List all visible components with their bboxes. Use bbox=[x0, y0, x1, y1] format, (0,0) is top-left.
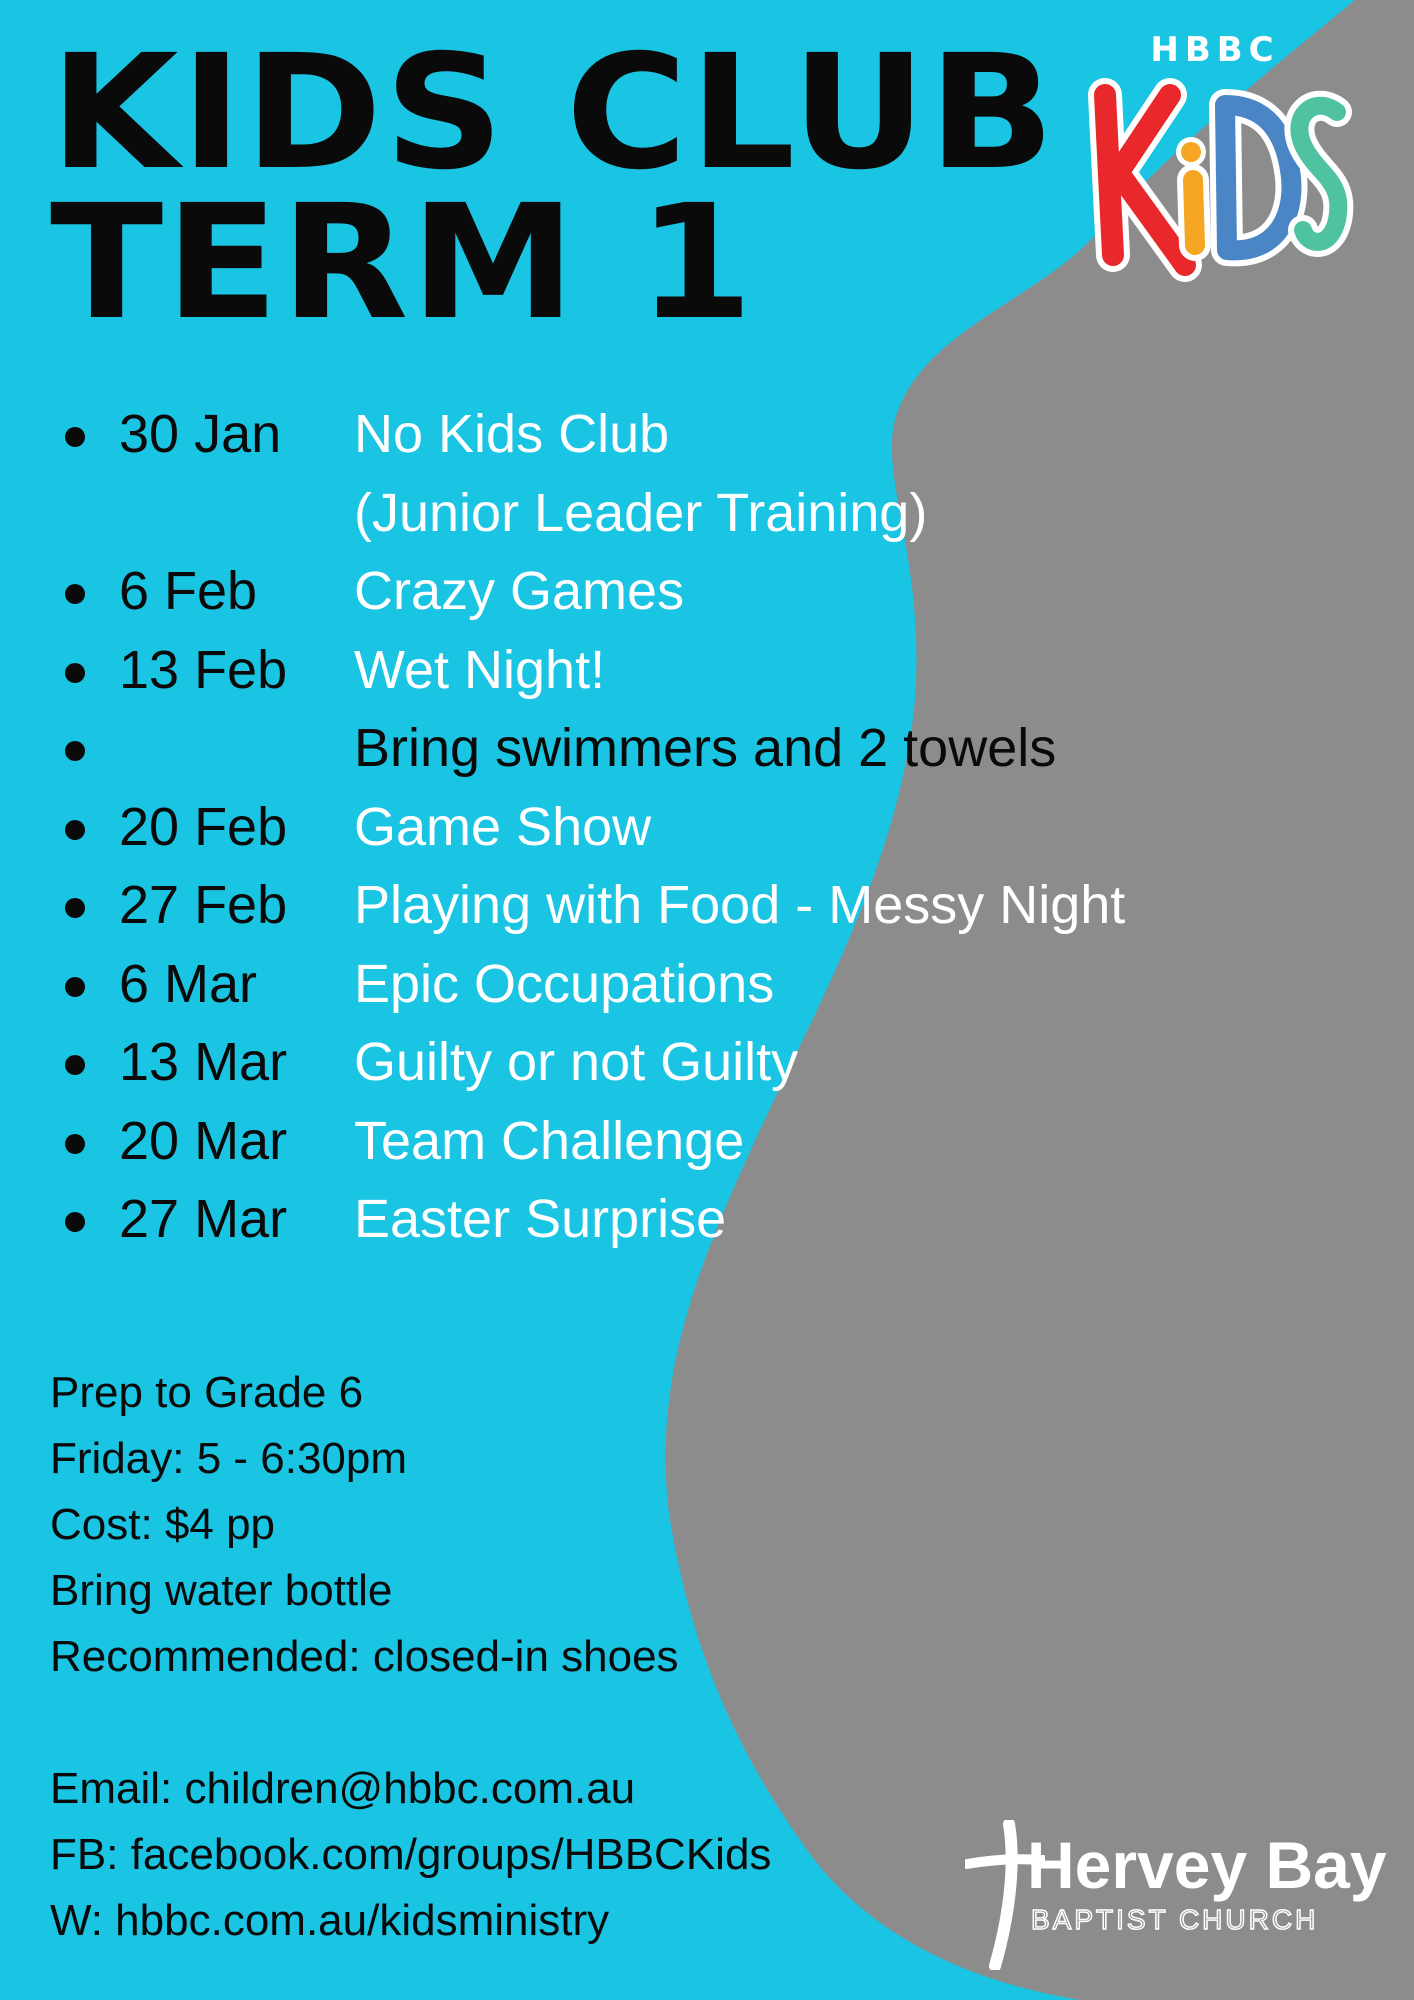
schedule-event: Wet Night! bbox=[354, 639, 606, 700]
schedule-item bbox=[55, 395, 1255, 474]
schedule-item bbox=[55, 788, 1255, 867]
church-name: Hervey Bay bbox=[1027, 1828, 1387, 1902]
facebook-text: FB: facebook.com/groups/HBBCKids bbox=[50, 1830, 772, 1879]
schedule-item bbox=[55, 552, 1255, 631]
cost-text: Cost: $4 pp bbox=[50, 1500, 276, 1549]
schedule-date: 27 Feb bbox=[119, 875, 288, 935]
kids-letters-icon bbox=[1075, 60, 1355, 310]
schedule-date: 20 Feb bbox=[119, 796, 288, 857]
schedule-item bbox=[55, 1023, 1255, 1102]
bullet-icon bbox=[65, 584, 85, 604]
schedule-date: 13 Feb bbox=[119, 639, 288, 700]
grades-text: Prep to Grade 6 bbox=[50, 1368, 364, 1417]
hbbc-kids-logo bbox=[1075, 30, 1355, 300]
schedule-date: 30 Jan bbox=[119, 404, 282, 464]
bullet-icon bbox=[65, 1212, 85, 1232]
schedule-event: Game Show bbox=[354, 796, 652, 857]
schedule-event: Epic Occupations bbox=[354, 953, 775, 1014]
schedule-date: 13 Mar bbox=[119, 1032, 288, 1092]
schedule-date: 6 Feb bbox=[119, 561, 258, 621]
church-subtitle: BAPTIST CHURCH bbox=[1031, 1904, 1319, 1935]
schedule-item bbox=[55, 709, 1255, 788]
schedule-date: 6 Mar bbox=[119, 953, 258, 1014]
schedule-date: 27 Mar bbox=[119, 1189, 288, 1249]
bullet-icon bbox=[65, 1055, 85, 1075]
schedule-item bbox=[55, 474, 1255, 553]
bullet-icon bbox=[65, 427, 85, 447]
schedule-event: Guilty or not Guilty bbox=[354, 1032, 799, 1092]
bullet-icon bbox=[65, 663, 85, 683]
spacer bbox=[50, 1690, 771, 1756]
website-text: W: hbbc.com.au/kidsministry bbox=[50, 1896, 610, 1945]
recommended-text: Recommended: closed-in shoes bbox=[50, 1632, 679, 1681]
bring-text: Bring water bottle bbox=[50, 1566, 393, 1615]
schedule-event: Playing with Food - Messy Night bbox=[354, 875, 1126, 935]
time-text: Friday: 5 - 6:30pm bbox=[50, 1434, 408, 1483]
schedule-item bbox=[55, 631, 1255, 710]
title-line-1: KIDS CLUB bbox=[50, 21, 1057, 205]
schedule-item bbox=[55, 1180, 1255, 1259]
schedule-event: No Kids Club bbox=[354, 404, 670, 464]
title-line-2: TERM 1 bbox=[50, 171, 756, 355]
church-logo bbox=[965, 1820, 1387, 1970]
bullet-icon bbox=[65, 977, 85, 997]
schedule-event: (Junior Leader Training) bbox=[354, 482, 928, 543]
bullet-icon bbox=[65, 898, 85, 918]
schedule-event: Bring swimmers and 2 towels bbox=[354, 718, 1057, 778]
bullet-icon bbox=[65, 1134, 85, 1154]
bullet-icon bbox=[65, 741, 85, 761]
schedule-event: Easter Surprise bbox=[354, 1189, 727, 1249]
schedule-event: Team Challenge bbox=[354, 1110, 745, 1171]
schedule-list bbox=[55, 395, 1255, 1259]
schedule-item bbox=[55, 945, 1255, 1024]
page-title bbox=[50, 21, 1057, 355]
info-block bbox=[50, 1360, 771, 1954]
bullet-icon bbox=[65, 820, 85, 840]
schedule-event: Crazy Games bbox=[354, 561, 685, 621]
schedule-item bbox=[55, 1102, 1255, 1181]
email-text: Email: children@hbbc.com.au bbox=[50, 1764, 636, 1813]
logo-hbbc-text: HBBC bbox=[1150, 30, 1280, 70]
schedule-item bbox=[55, 866, 1255, 945]
schedule-date: 20 Mar bbox=[119, 1110, 288, 1171]
